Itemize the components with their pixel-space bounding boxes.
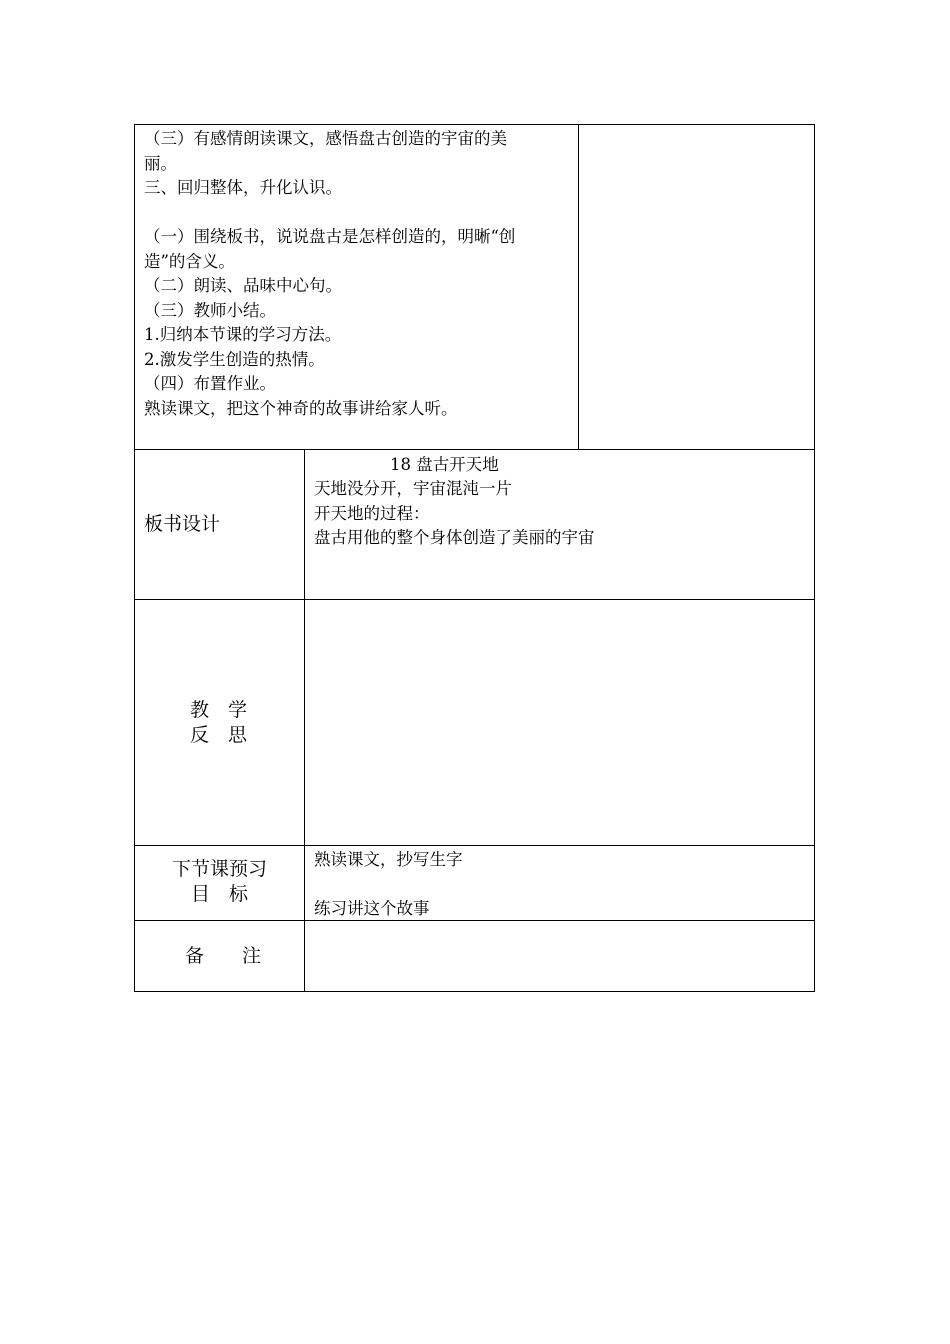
reflection-label <box>190 698 247 748</box>
process-line: 造”的含义。 <box>144 251 235 271</box>
remarks-label-cell <box>134 920 305 992</box>
preview-label-cell <box>134 845 305 921</box>
teaching-process-text <box>144 127 515 421</box>
preview-label-line2: 目 标 <box>190 883 248 905</box>
reflection-label-line1: 教 学 <box>190 699 248 721</box>
process-line: （二）朗读、品味中心句。 <box>144 276 342 295</box>
process-line: 1.归纳本节课的学习方法。 <box>144 325 342 344</box>
preview-line: 练习讲这个故事 <box>314 899 430 918</box>
blank-line <box>144 201 515 226</box>
process-line: 熟读课文，把这个神奇的故事讲给家人听。 <box>144 398 458 418</box>
preview-label <box>135 857 304 907</box>
process-notes-cell <box>578 124 815 450</box>
process-line: 丽。 <box>144 153 177 173</box>
remarks-label: 备 注 <box>185 945 262 967</box>
remarks-content-cell <box>304 920 815 992</box>
board-design-content-cell <box>304 449 815 600</box>
board-design-label: 板书设计 <box>144 513 221 535</box>
board-design-label-cell <box>134 449 305 600</box>
process-line: （四）布置作业。 <box>144 374 276 393</box>
board-line: 盘古用他的整个身体创造了美丽的宇宙 <box>314 528 595 547</box>
process-line: （三）教师小结。 <box>144 300 276 320</box>
reflection-label-line2: 反 思 <box>190 724 248 746</box>
reflection-content-cell <box>304 599 815 846</box>
board-design-lines <box>314 477 595 551</box>
lesson-plan-table <box>134 124 815 992</box>
preview-line: 熟读课文，抄写生字 <box>314 850 463 869</box>
preview-content-cell <box>304 845 815 921</box>
process-line: 三、回归整体，升化认识。 <box>144 178 342 197</box>
preview-label-line1: 下节课预习 <box>171 858 267 880</box>
board-line: 开天地的过程： <box>314 503 430 523</box>
teaching-process-cell <box>134 124 579 450</box>
process-line: 2.激发学生创造的热情。 <box>144 349 325 369</box>
board-design-title: 18 盘古开天地 <box>390 455 499 474</box>
process-line: （三）有感情朗读课文，感悟盘古创造的宇宙的美 <box>144 129 507 148</box>
reflection-label-cell <box>134 599 305 846</box>
board-line: 天地没分开，宇宙混沌一片 <box>314 479 512 498</box>
process-line: （一）围绕板书，说说盘古是怎样创造的，明晰“创 <box>144 227 516 246</box>
